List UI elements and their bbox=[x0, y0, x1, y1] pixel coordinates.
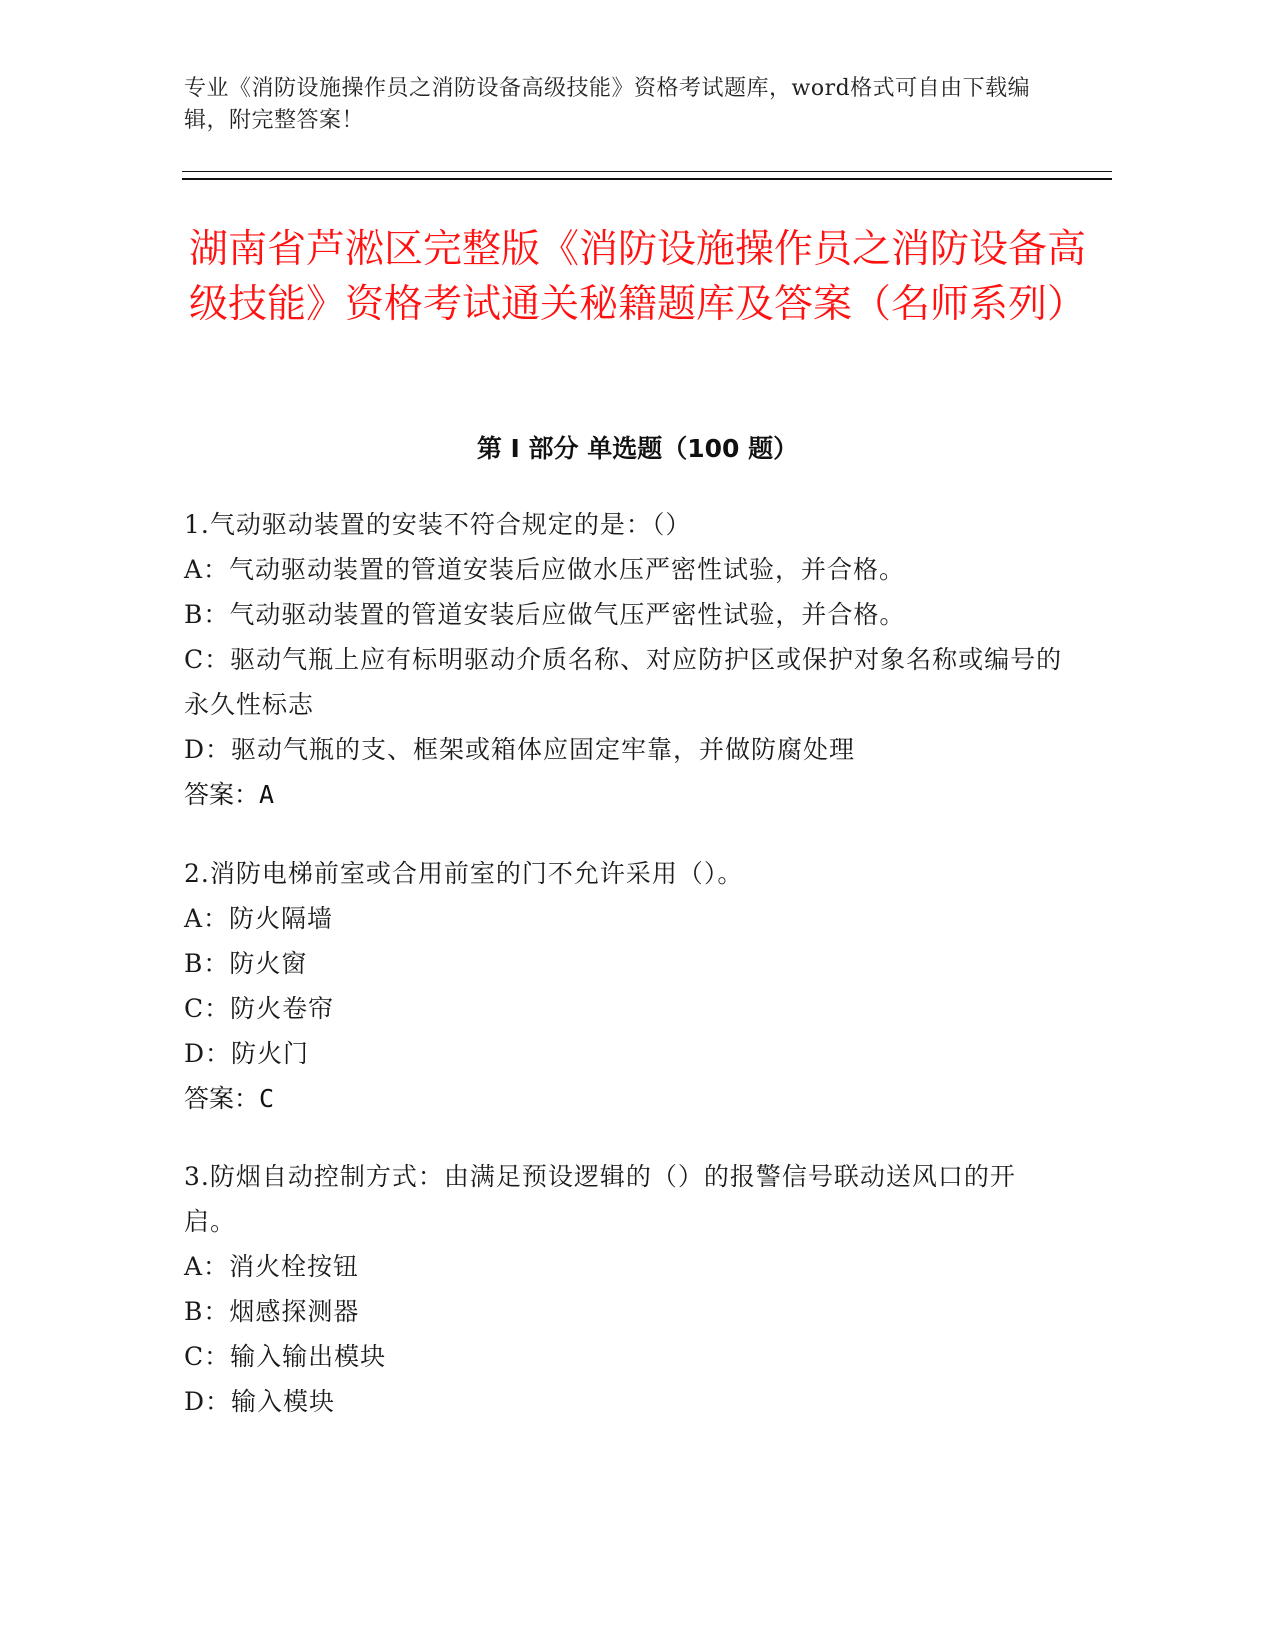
option-b: B：气动驱动装置的管道安装后应做气压严密性试验，并合格。 bbox=[184, 600, 906, 629]
question-3 bbox=[184, 1154, 1064, 1424]
answer-value: C bbox=[259, 1084, 275, 1113]
header-divider-thick bbox=[182, 178, 1112, 180]
option-d: D：防火门 bbox=[184, 1039, 310, 1068]
question-1 bbox=[184, 502, 1064, 817]
option-a: A：气动驱动装置的管道安装后应做水压严密性试验，并合格。 bbox=[184, 555, 906, 584]
option-d: D：驱动气瓶的支、框架或箱体应固定牢靠，并做防腐处理 bbox=[184, 735, 856, 764]
option-a: A：消火栓按钮 bbox=[184, 1252, 360, 1281]
option-c: C：驱动气瓶上应有标明驱动介质名称、对应防护区或保护对象名称或编号的永久性标志 bbox=[184, 645, 1063, 719]
option-d: D：输入模块 bbox=[184, 1387, 336, 1416]
option-c: C：输入输出模块 bbox=[184, 1342, 387, 1371]
header-note: 专业《消防设施操作员之消防设备高级技能》资格考试题库，word格式可自由下载编辑，附完整答案！ bbox=[184, 76, 1031, 133]
option-b: B：烟感探测器 bbox=[184, 1297, 360, 1326]
section-heading: 第 I 部分 单选题（100 题） bbox=[476, 434, 799, 463]
answer-label: 答案： bbox=[184, 780, 260, 809]
question-stem: 3.防烟自动控制方式：由满足预设逻辑的（）的报警信号联动送风口的开启。 bbox=[184, 1162, 1016, 1236]
option-a: A：防火隔墙 bbox=[184, 904, 334, 933]
document-title: 湖南省芦淞区完整版《消防设施操作员之消防设备高级技能》资格考试通关秘籍题库及答案（名师系列） bbox=[188, 227, 1086, 327]
question-2 bbox=[184, 851, 1064, 1121]
answer bbox=[184, 1076, 1064, 1121]
question-stem: 2.消防电梯前室或合用前室的门不允许采用（）。 bbox=[184, 859, 744, 888]
question-stem: 1.气动驱动装置的安装不符合规定的是：（） bbox=[184, 510, 692, 539]
option-b: B：防火窗 bbox=[184, 949, 308, 978]
answer-value: A bbox=[259, 780, 275, 809]
header-divider-thin bbox=[182, 171, 1112, 172]
option-c: C：防火卷帘 bbox=[184, 994, 335, 1023]
answer-label: 答案： bbox=[184, 1084, 260, 1113]
answer bbox=[184, 772, 1064, 817]
